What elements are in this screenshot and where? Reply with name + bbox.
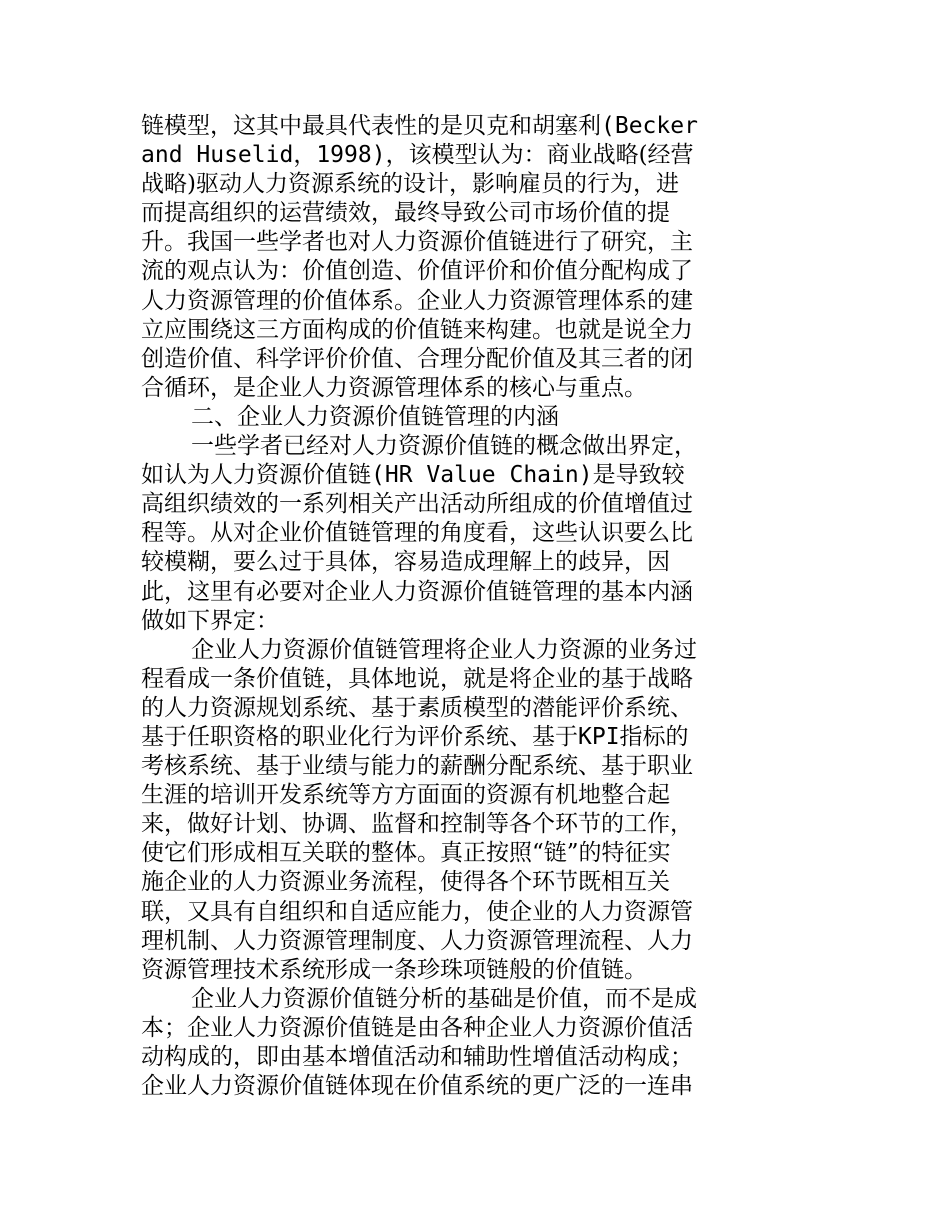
- text-line: 做如下界定：: [141, 607, 279, 634]
- text-line: 流的观点认为：价值创造、价值评价和价值分配构成了: [141, 258, 693, 285]
- text-line: 理机制、人力资源管理制度、人力资源管理流程、人力: [141, 927, 693, 954]
- text-line: 而提高组织的运营绩效，最终导致公司市场价值的提: [141, 200, 670, 227]
- text-line: 企业人力资源价值链体现在价值系统的更广泛的一连串: [141, 1073, 693, 1100]
- text-line: 此，这里有必要对企业人力资源价值链管理的基本内涵: [141, 578, 693, 605]
- text-line: 企业人力资源价值链管理将企业人力资源的业务过: [191, 636, 697, 663]
- text-line: 程看成一条价值链，具体地说，就是将企业的基于战略: [141, 665, 693, 692]
- text-line: 动构成的，即由基本增值活动和辅助性增值活动构成；: [141, 1044, 693, 1070]
- text-line: 战略)驱动人力资源系统的设计，影响雇员的行为，进: [141, 171, 679, 198]
- text-line: 资源管理技术系统形成一条珍珠项链般的价值链。: [141, 956, 647, 983]
- text-line: 程等。从对企业价值链管理的角度看，这些认识要么比: [141, 520, 693, 547]
- text-line: 如认为人力资源价值链(HR Value Chain)是导致较: [141, 462, 685, 489]
- text-line: 基于任职资格的职业化行为评价系统、基于KPI指标的: [141, 723, 689, 750]
- text-line: 施企业的人力资源业务流程，使得各个环节既相互关: [141, 869, 670, 896]
- text-line: 生涯的培训开发系统等方方面面的资源有机地整合起: [141, 782, 670, 809]
- text-line: 一些学者已经对人力资源价值链的概念做出界定，: [191, 433, 697, 460]
- text-line: 二、企业人力资源价值链管理的内涵: [191, 403, 559, 430]
- text-line: 使它们形成相互关联的整体。真正按照“链”的特征实: [141, 840, 671, 867]
- text-line: 链模型，这其中最具代表性的是贝克和胡塞利(Becker: [141, 113, 698, 139]
- text-line: 高组织绩效的一系列相关产出活动所组成的价值增值过: [141, 491, 693, 518]
- text-line: and Huselid，1998)，该模型认为：商业战略(经营: [141, 142, 694, 169]
- text-line: 考核系统、基于业绩与能力的薪酬分配系统、基于职业: [141, 753, 693, 780]
- text-line: 企业人力资源价值链分析的基础是价值，而不是成: [191, 985, 697, 1012]
- text-line: 合循环，是企业人力资源管理体系的核心与重点。: [141, 374, 647, 401]
- text-line: 人力资源管理的价值体系。企业人力资源管理体系的建: [141, 287, 693, 314]
- text-line: 来，做好计划、协调、监督和控制等各个环节的工作，: [141, 811, 693, 838]
- text-line: 创造价值、科学评价价值、合理分配价值及其三者的闭: [141, 345, 693, 372]
- text-line: 较模糊，要么过于具体，容易造成理解上的歧异，因: [141, 549, 670, 576]
- text-line: 升。我国一些学者也对人力资源价值链进行了研究，主: [141, 229, 693, 256]
- text-line: 联，又具有自组织和自适应能力，使企业的人力资源管: [141, 898, 693, 925]
- text-line: 立应围绕这三方面构成的价值链来构建。也就是说全力: [141, 316, 693, 343]
- body-text: [141, 112, 743, 1101]
- text-line: 的人力资源规划系统、基于素质模型的潜能评价系统、: [141, 694, 693, 721]
- text-line: 本；企业人力资源价值链是由各种企业人力资源价值活: [141, 1014, 693, 1041]
